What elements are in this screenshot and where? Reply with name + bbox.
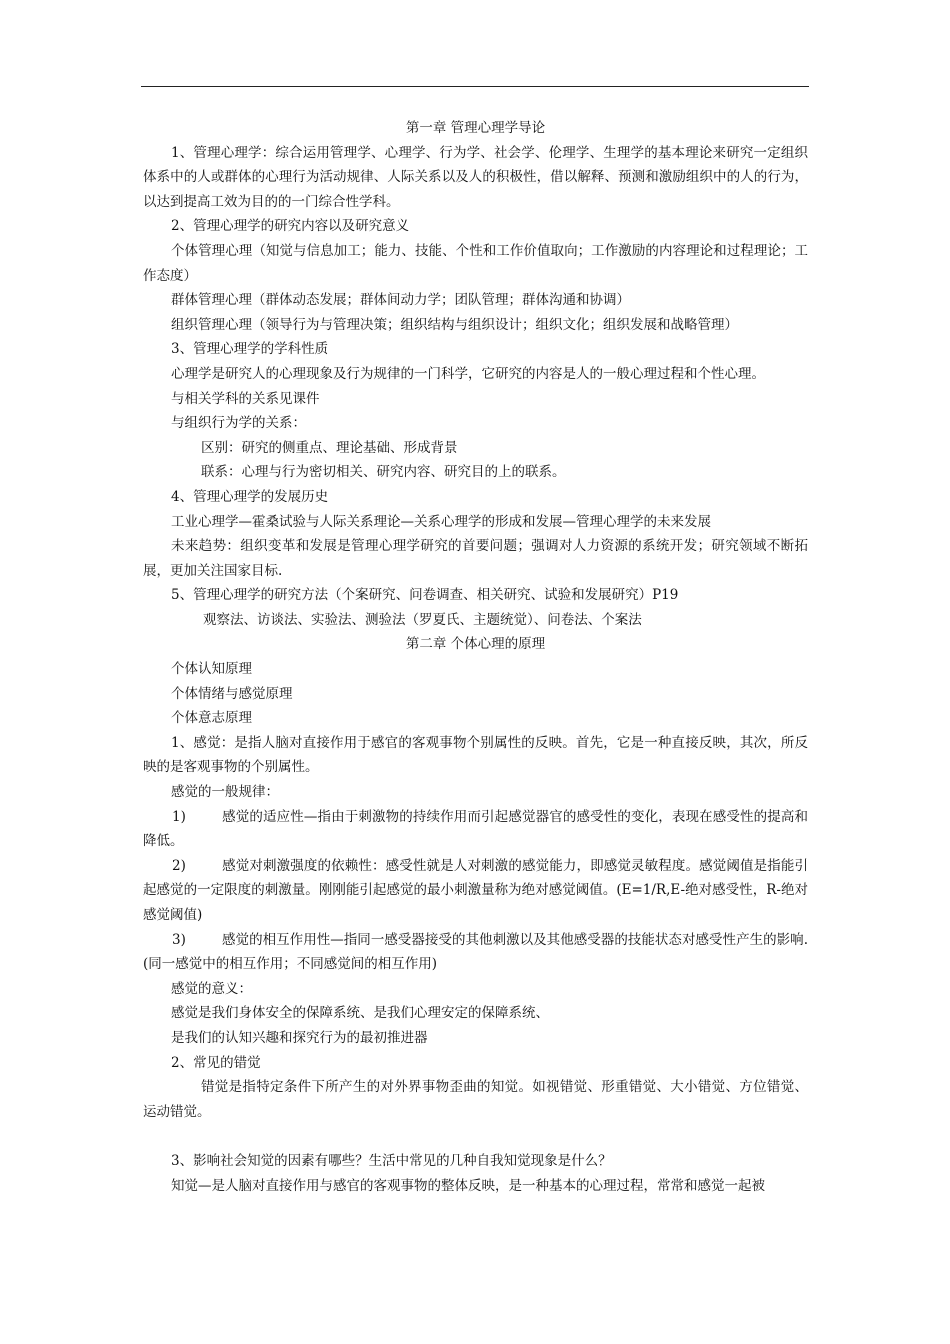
paragraph: 区别：研究的侧重点、理论基础、形成背景: [201, 439, 458, 456]
paragraph: 组织管理心理（领导行为与管理决策；组织结构与组织设计；组织文化；组织发展和战略管理）: [171, 316, 738, 333]
list-text: 感觉的适应性—指由于刺激物的持续作用而引起感觉器官的感受性的变化，表现在感受性的提高和降低。: [143, 808, 808, 850]
paragraph: 错觉是指特定条件下所产生的对外界事物歪曲的知觉。如视错觉、形重错觉、大小错觉、方位错觉、运动错觉。: [143, 1079, 808, 1120]
paragraph: 1、感觉：是指人脑对直接作用于感官的客观事物个别属性的反映。首先，它是一种直接反映，其次，所反映的是客观事物的个别属性。: [143, 734, 808, 776]
definition-paragraph: 1、管理心理学：综合运用管理学、心理学、行为学、社会学、伦理学、生理学的基本理论来研究一定组织体系中的人或群体的心理行为活动规律、人际关系以及人的积极性，借以解释、预测和激励组织中的人的行为，以达到提高工效为目的的一门综合性学科。: [143, 144, 808, 210]
paragraph: 联系：心理与行为密切相关、研究内容、研究目的上的联系。: [201, 464, 566, 481]
paragraph: 个体管理心理（知觉与信息加工；能力、技能、个性和工作价值取向；工作激励的内容理论和过程理论；工作态度）: [143, 242, 808, 284]
paragraph: 未来趋势：组织变革和发展是管理心理学研究的首要问题；强调对人力资源的系统开发；研究领域不断拓展，更加关注国家目标.: [143, 538, 808, 579]
paragraph: 工业心理学—霍桑试验与人际关系理论—关系心理学的形成和发展—管理心理学的未来发展: [171, 513, 711, 530]
chapter-1-title: 第一章 管理心理学导论: [405, 120, 546, 136]
paragraph: 感觉的意义：: [171, 980, 252, 997]
list-text: 感觉对刺激强度的依赖性：感受性就是人对刺激的感觉能力，即感觉灵敏程度。感觉阈值是指能引起感觉的一定限度的刺激量。刚刚能引起感觉的最小刺激量称为绝对感觉阈值。(E=1/R,E-绝对感受性，R-绝对感觉阈值): [143, 857, 808, 923]
paragraph: 与组织行为学的关系：: [171, 415, 306, 432]
paragraph: 是我们的认知兴趣和探究行为的最初推进器: [171, 1029, 428, 1046]
paragraph: 观察法、访谈法、实验法、测验法（罗夏氏、主题统觉）、问卷法、个案法: [203, 611, 642, 628]
chapter-2-title: 第二章 个体心理的原理: [405, 636, 546, 653]
list-text: 感觉的相互作用性—指同一感受器接受的其他刺激以及其他感受器的技能状态对感受性产生的影响.(同一感觉中的相互作用；不同感觉间的相互作用): [143, 931, 808, 973]
paragraph: 感觉是我们身体安全的保障系统、是我们心理安定的保障系统、: [171, 1005, 549, 1022]
header-rule: [141, 86, 809, 87]
list-item: [143, 854, 808, 928]
section-heading: 3、影响社会知觉的因素有哪些？生活中常见的几种自我知觉现象是什么？: [171, 1152, 612, 1169]
document-body: [143, 116, 808, 1198]
paragraph: 个体意志原理: [171, 710, 252, 727]
paragraph: 心理学是研究人的心理现象及行为规律的一门科学，它研究的内容是人的一般心理过程和个性心理。: [171, 365, 765, 382]
paragraph: 与相关学科的关系见课件: [171, 390, 320, 407]
paragraph: 群体管理心理（群体动态发展；群体间动力学；团队管理；群体沟通和协调）: [171, 292, 630, 309]
list-number: 1): [172, 808, 186, 825]
section-heading: 4、管理心理学的发展历史: [171, 488, 329, 505]
section-heading: 5、管理心理学的研究方法（个案研究、问卷调查、相关研究、试验和发展研究）P19: [171, 587, 679, 604]
paragraph: 个体认知原理: [171, 661, 252, 678]
list-number: 3): [172, 931, 186, 948]
section-heading: 3、管理心理学的学科性质: [171, 341, 329, 358]
paragraph: 感觉的一般规律：: [171, 784, 279, 801]
section-heading: 2、管理心理学的研究内容以及研究意义: [171, 218, 410, 235]
list-item: [143, 928, 808, 977]
section-heading: 2、常见的错觉: [171, 1054, 261, 1071]
paragraph: 个体情绪与感觉原理: [171, 685, 293, 702]
list-item: [143, 805, 808, 854]
paragraph: 知觉—是人脑对直接作用与感官的客观事物的整体反映，是一种基本的心理过程，常常和感觉一起被: [171, 1177, 765, 1194]
blank-line: [143, 1124, 808, 1149]
list-number: 2): [172, 857, 186, 874]
